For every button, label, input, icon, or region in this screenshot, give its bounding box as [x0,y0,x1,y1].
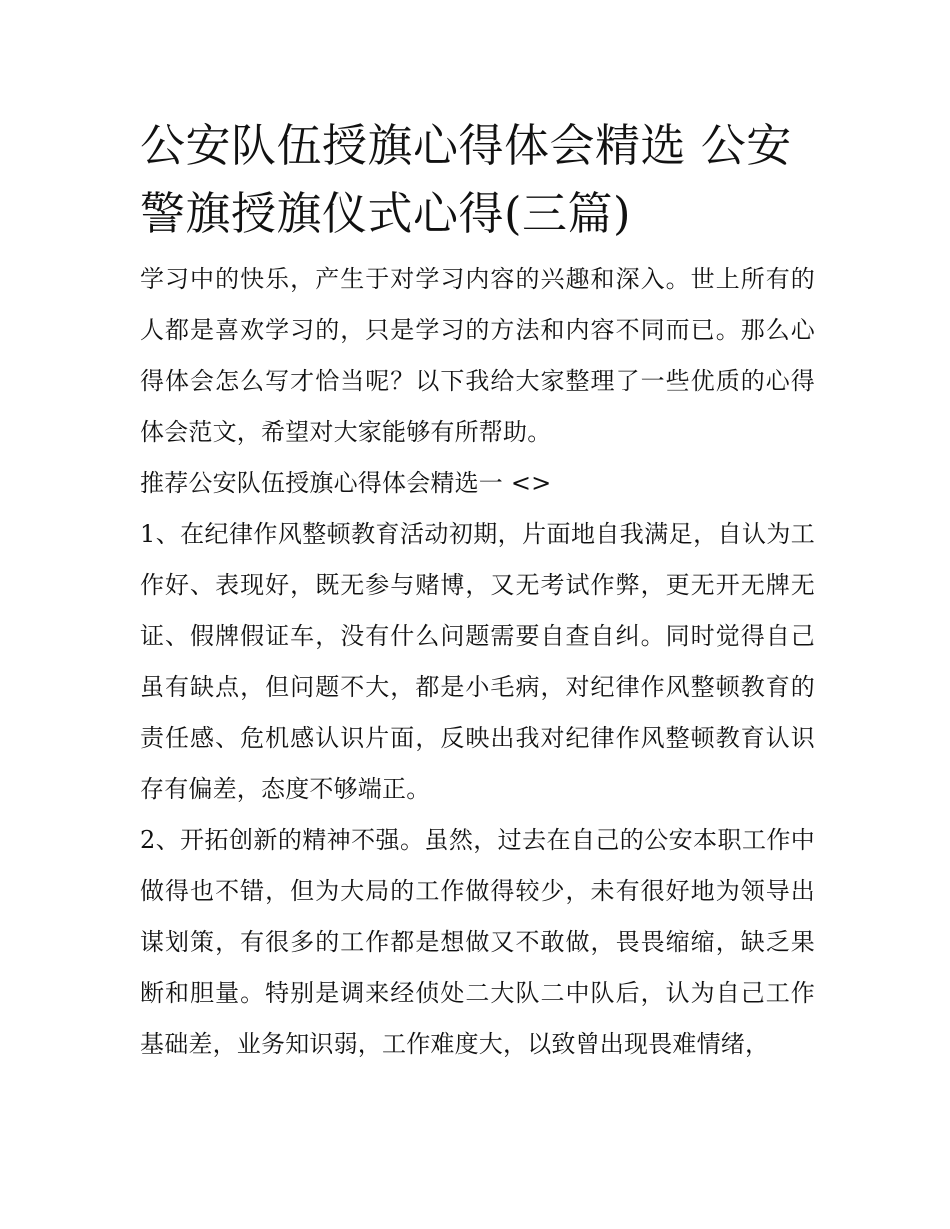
section-heading: 推荐公安队伍授旗心得体会精选一 <> [140,469,552,497]
point-1-paragraph: 1、在纪律作风整顿教育活动初期，片面地自我满足，自认为工作好、表现好，既无参与赌博，又无考试作弊，更无开无牌无证、假牌假证车，没有什么问题需要自查自纠。同时觉得自己虽有缺点，但问题不大，都是小毛病，对纪律作风整顿教育的责任感、危机感认识片面，反映出我对纪律作风整顿教育认识存有偏差，态度不够端正。 [140,520,815,803]
document-body [140,112,815,1070]
point-2-paragraph: 2、开拓创新的精神不强。虽然，过去在自己的公安本职工作中做得也不错，但为大局的工作做得较少，未有很好地为领导出谋划策，有很多的工作都是想做又不敢做，畏畏缩缩，缺乏果断和胆量。特别是调来经侦处二大队二中队后，认为自己工作基础差，业务知识弱，工作难度大，以致曾出现畏难情绪， [140,826,815,1058]
intro-paragraph: 学习中的快乐，产生于对学习内容的兴趣和深入。世上所有的人都是喜欢学习的，只是学习的方法和内容不同而已。那么心得体会怎么写才恰当呢？以下我给大家整理了一些优质的心得体会范文，希望对大家能够有所帮助。 [140,265,815,446]
document-title: 公安队伍授旗心得体会精选 公安警旗授旗仪式心得(三篇) [140,119,792,240]
